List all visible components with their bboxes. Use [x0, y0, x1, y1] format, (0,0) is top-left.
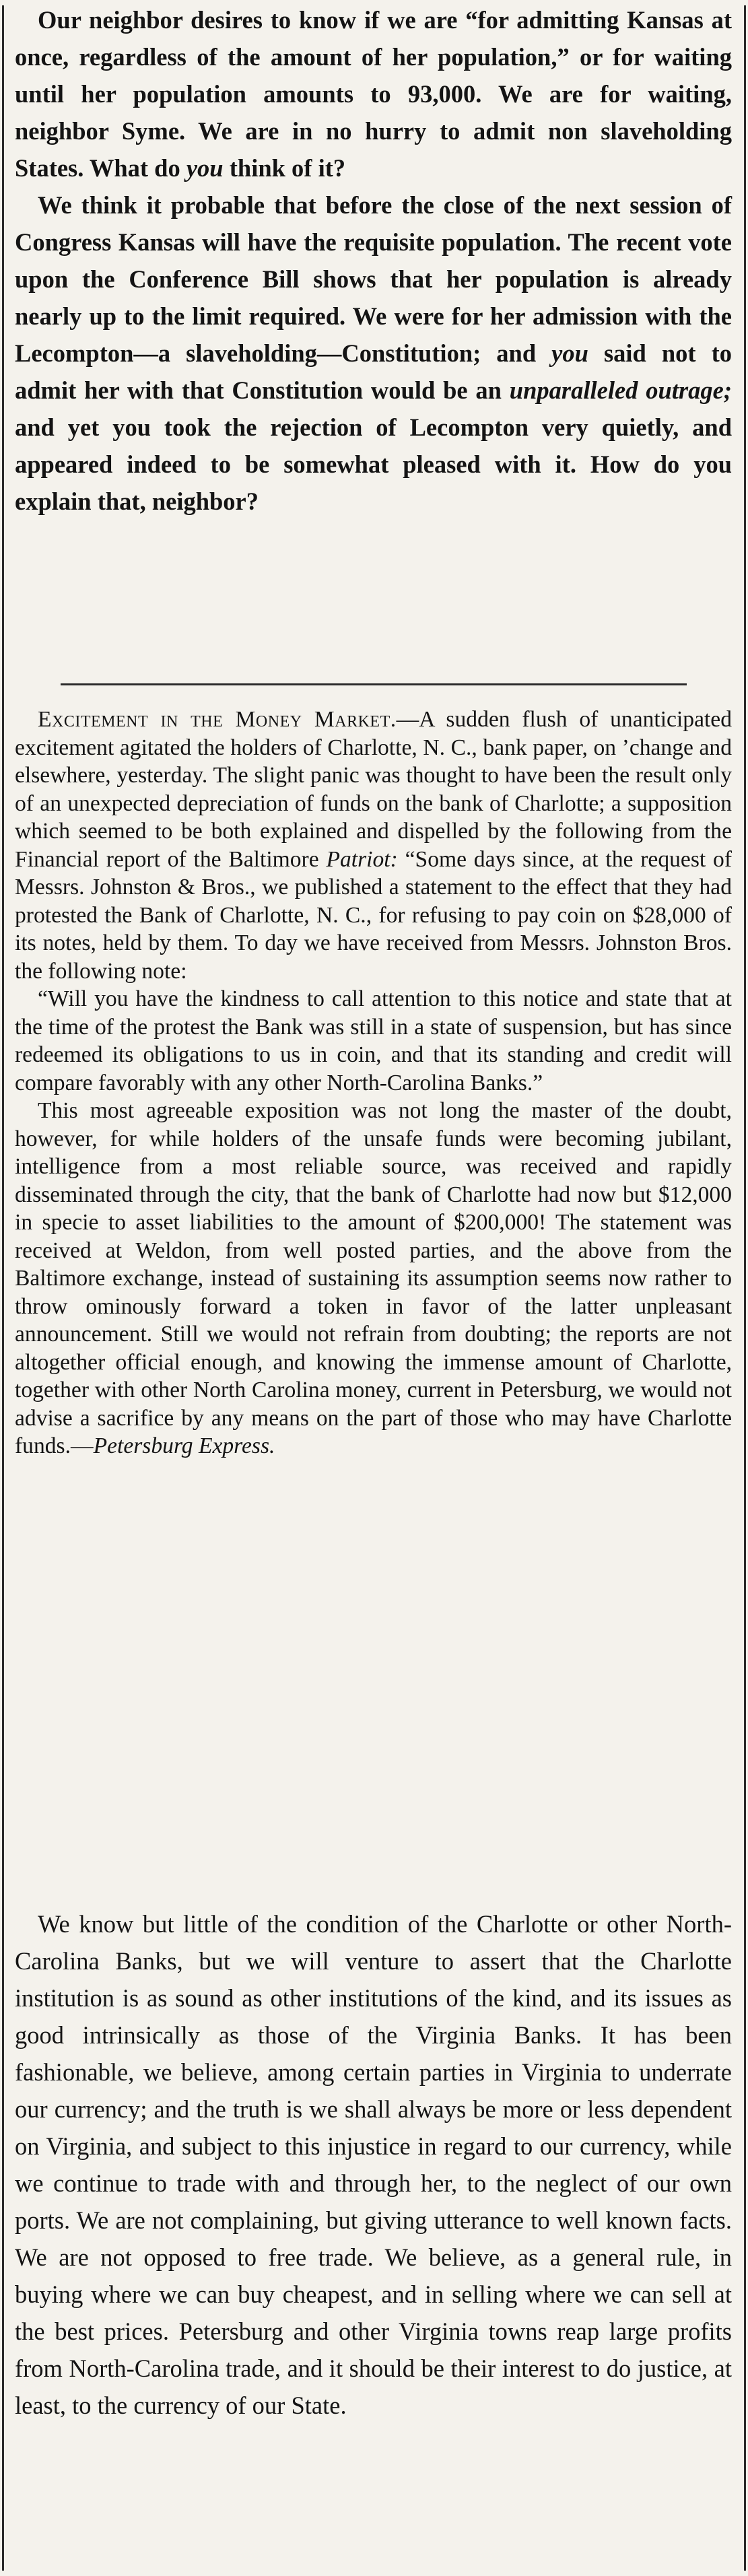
quoted-note: “Will you have the kindness to call attention to this notice and state that at the time of the protest the Bank was still in a state of suspension, but has since redeemed its obligations to us in coin, and that its standing and credit will compare favorably with any other North-Carolina Banks.”	[15, 986, 732, 1095]
money-market-paragraph-1: Excitement in the Money Market.—A sudden flush of unanticipated excitement agitated the holders of Charlotte, N. C., bank paper, on ’change and elsewhere, yesterday. The slight panic was thought to have been the result only of an unexpected depreciation of funds on the bank of Charlotte; a supposition which seemed to be both explained and dispelled by the following from the Financial report of the Baltimore Patriot: “Some days since, at the request of Messrs. Johnston & Bros., we published a statement to the effect that they had protested the Bank of Charlotte, N. C., for refusing to pay coin on $28,000 of its notes, held by them. To day we have received from Messrs. Johnston Bros. the following note:	[15, 707, 732, 984]
left-column-rule	[2, 5, 4, 2571]
article-money-market	[15, 706, 732, 1460]
article-editorial-comment	[15, 1905, 732, 2424]
source-credit: Petersburg Express.	[93, 1433, 275, 1458]
editorial-paragraph: We know but little of the condition of the Charlotte or other North-Carolina Banks, but we will venture to assert that the Charlotte institution is as sound as other institutions of the kind, and its issues as good intrinsically as those of the Virginia Banks. It has been fashionable, we believe, among certain parties in Virginia to underrate our currency; and the truth is we shall always be more or less dependent on Virginia, and subject to this injustice in regard to our currency, while we continue to trade with and through her, to the neglect of our own ports. We are not complaining, but giving utterance to well known facts. We are not opposed to free trade. We believe, as a general rule, in buying where we can buy cheapest, and in selling where we can sell at the best prices. Petersburg and other Virginia towns reap large profits from North-Carolina trade, and it should be their interest to do justice, at least, to the currency of our State.	[15, 1910, 732, 2419]
right-column-rule	[744, 5, 746, 2571]
kansas-paragraph-1: Our neighbor desires to know if we are “for admitting Kansas at once, regardless of the amount of her population,” or for waiting until her population amounts to 93,000. We are for waiting, neighbor Syme. We are in no hurry to admit non slaveholding States. What do you think of it?	[15, 6, 732, 182]
kansas-paragraph-2: We think it probable that before the close of the next session of Congress Kansas will have the requisite population. The recent vote upon the Conference Bill shows that her population is already nearly up to the limit required. We were for her admission with the Lecompton—a slaveholding—Constitution; and you said not to admit her with that Constitution would be an unparalleled outrage; and yet you took the rejection of Lecompton very quietly, and appeared indeed to be somewhat pleased with it. How do you explain that, neighbor?	[15, 191, 732, 515]
article-separator-rule	[61, 683, 687, 685]
article-kansas	[15, 1, 732, 520]
money-market-paragraph-2: This most agreeable exposition was not long the master of the doubt, however, for while holders of the unsafe funds were becoming jubilant, intelligence from a most reliable source, was received and rapidly disseminated through the city, that the bank of Charlotte had now but $12,000 in specie to asset liabilities to the amount of $200,000! The statement was received at Weldon, from well posted parties, and the above from the Baltimore exchange, instead of sustaining its assumption seems now rather to throw ominously forward a token in favor of the latter unpleasant announcement. Still we would not refrain from doubting; the reports are not altogether official enough, and knowing the immense amount of Charlotte, together with other North Carolina money, current in Petersburg, we would not advise a sacrifice by any means on the part of those who may have Charlotte funds.—Petersburg Express.	[15, 1098, 732, 1458]
article-headline: Excitement in the Money Market.	[38, 707, 397, 732]
